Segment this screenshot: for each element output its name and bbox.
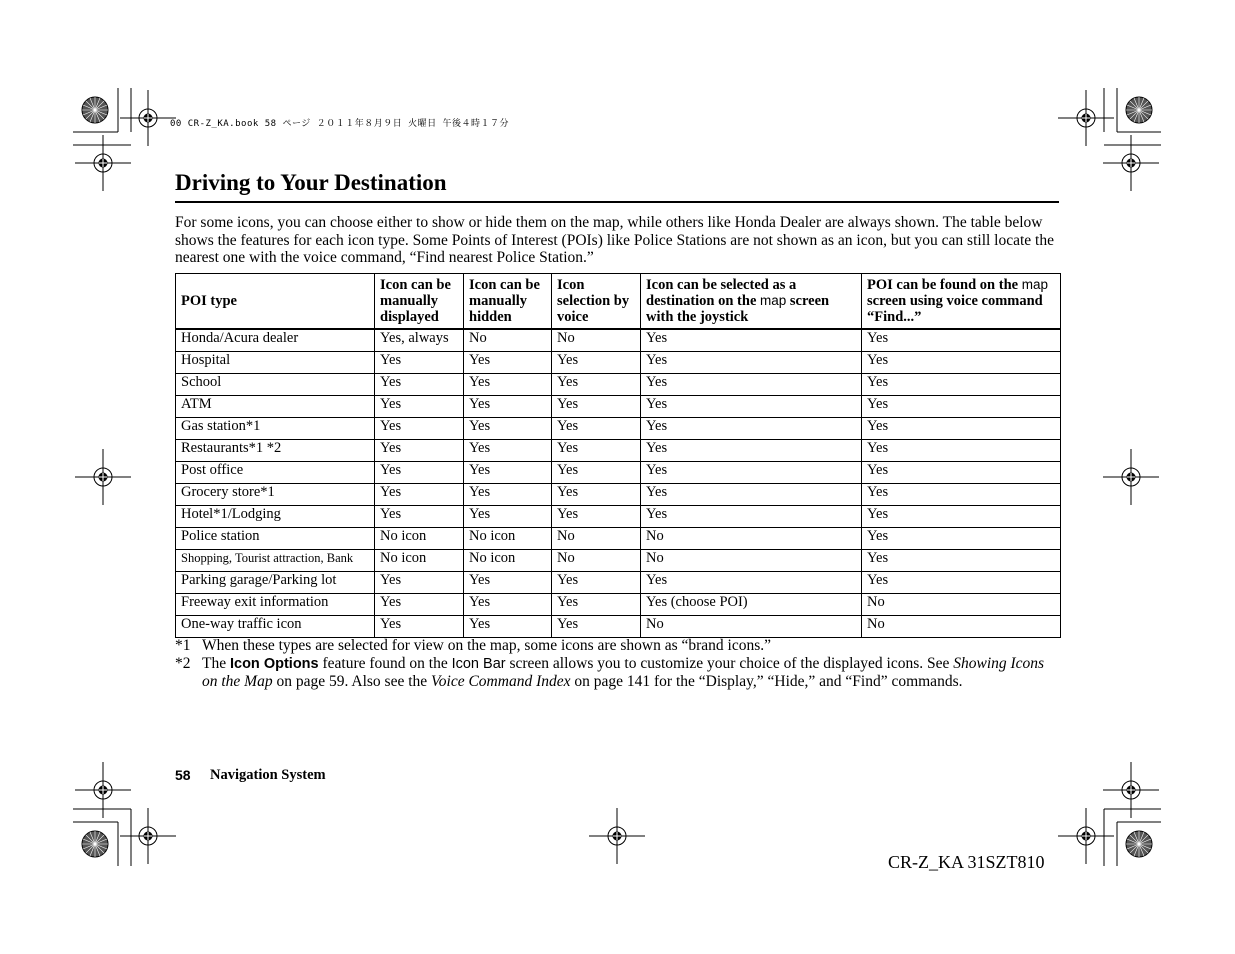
cell-displayed: Yes (375, 396, 464, 418)
page-title: Driving to Your Destination (175, 170, 447, 195)
cell-voice: Yes (552, 506, 641, 528)
cell-displayed: Yes (375, 572, 464, 594)
cell-hidden: Yes (464, 462, 552, 484)
cell-find: Yes (862, 484, 1061, 506)
table-row (176, 616, 1061, 638)
icon-bar-term: Icon Bar (451, 655, 506, 672)
cell-voice: No (552, 329, 641, 352)
cell-voice: Yes (552, 440, 641, 462)
footnote-marker: *1 (175, 637, 191, 654)
cell-type: One-way traffic icon (176, 616, 375, 638)
table-row (176, 418, 1061, 440)
cell-hidden: No (464, 329, 552, 352)
table-row (176, 462, 1061, 484)
table-row (176, 484, 1061, 506)
cell-displayed: Yes, always (375, 329, 464, 352)
cell-voice: Yes (552, 484, 641, 506)
cell-type: Honda/Acura dealer (176, 329, 375, 352)
cell-displayed: Yes (375, 418, 464, 440)
cell-dest: Yes (641, 329, 862, 352)
table-header-row (176, 274, 1061, 330)
cell-find: Yes (862, 352, 1061, 374)
cell-voice: Yes (552, 572, 641, 594)
col-header-find: POI can be found on the map screen using voice command “Find...” (862, 274, 1061, 330)
cell-type: Freeway exit information (176, 594, 375, 616)
icon-options-term: Icon Options (229, 655, 319, 672)
table-row (176, 550, 1061, 572)
cell-hidden: Yes (464, 484, 552, 506)
cell-dest: Yes (641, 462, 862, 484)
cell-dest: Yes (choose POI) (641, 594, 862, 616)
cell-type: ATM (176, 396, 375, 418)
cell-dest: Yes (641, 396, 862, 418)
footnote-1: *1 When these types are selected for view on the map, some icons are shown as “brand icons.” (175, 637, 771, 654)
cell-dest: Yes (641, 374, 862, 396)
cell-find: Yes (862, 440, 1061, 462)
cell-find: No (862, 594, 1061, 616)
cell-find: Yes (862, 418, 1061, 440)
cell-dest: Yes (641, 484, 862, 506)
cell-hidden: Yes (464, 594, 552, 616)
cell-displayed: Yes (375, 352, 464, 374)
cell-displayed: Yes (375, 440, 464, 462)
footnote-marker: *2 (175, 654, 191, 672)
cell-find: No (862, 616, 1061, 638)
cell-hidden: Yes (464, 572, 552, 594)
cell-find: Yes (862, 462, 1061, 484)
cell-find: Yes (862, 528, 1061, 550)
page-number: 58 (175, 767, 191, 783)
cell-hidden: Yes (464, 374, 552, 396)
cell-voice: Yes (552, 418, 641, 440)
cell-dest: No (641, 528, 862, 550)
cell-displayed: Yes (375, 594, 464, 616)
showing-icons-reference: Showing Icons on the Map (202, 654, 1045, 690)
cell-displayed: Yes (375, 484, 464, 506)
table-row (176, 396, 1061, 418)
cell-find: Yes (862, 396, 1061, 418)
cell-find: Yes (862, 374, 1061, 396)
cell-type: Hotel*1/Lodging (176, 506, 375, 528)
table-row (176, 506, 1061, 528)
cell-voice: Yes (552, 396, 641, 418)
col-header-voice: Icon selection by voice (552, 274, 641, 330)
document-code: CR-Z_KA 31SZT810 (888, 852, 1045, 872)
table-row (176, 528, 1061, 550)
cell-voice: Yes (552, 462, 641, 484)
cell-type: Parking garage/Parking lot (176, 572, 375, 594)
voice-command-index-reference: Voice Command Index (431, 673, 571, 690)
cell-hidden: Yes (464, 396, 552, 418)
cell-dest: Yes (641, 418, 862, 440)
cell-voice: Yes (552, 594, 641, 616)
col-header-poi-type: POI type (176, 274, 375, 330)
cell-type: Hospital (176, 352, 375, 374)
footnote-2: *2 The Icon Options feature found on the Icon Bar screen allows you to customize your choice of the displayed icons. See Showing Icons on the Map on page 59. Also see the Voice Command Index on page 141 for the “Display,” “Hide,” and “Find” commands. (175, 654, 1045, 690)
cell-type: Police station (176, 528, 375, 550)
table-row (176, 594, 1061, 616)
cell-dest: Yes (641, 572, 862, 594)
cell-voice: Yes (552, 352, 641, 374)
cell-displayed: Yes (375, 616, 464, 638)
cell-dest: No (641, 616, 862, 638)
cell-type: Gas station*1 (176, 418, 375, 440)
cell-find: Yes (862, 572, 1061, 594)
cell-voice: Yes (552, 616, 641, 638)
section-name: Navigation System (210, 767, 326, 783)
cell-dest: Yes (641, 352, 862, 374)
cell-hidden: No icon (464, 550, 552, 572)
title-divider (175, 201, 1059, 203)
cell-hidden: Yes (464, 616, 552, 638)
cell-type: Grocery store*1 (176, 484, 375, 506)
print-job-header: 00 CR-Z_KA.book 58 ページ ２０１１年８月９日 火曜日 午後４時１７分 (170, 119, 510, 129)
footnotes (175, 637, 1059, 691)
cell-dest: Yes (641, 440, 862, 462)
cell-displayed: No icon (375, 528, 464, 550)
cell-hidden: Yes (464, 418, 552, 440)
intro-paragraph: For some icons, you can choose either to show or hide them on the map, while others like Honda Dealer are always shown. The table below shows the features for each icon type. Some Points of Interest (POIs) like Police Stations are not shown as an icon, but you can still locate the nearest one with the voice command, “Find nearest Police Station.” (175, 214, 1054, 266)
cell-dest: Yes (641, 506, 862, 528)
cell-find: Yes (862, 550, 1061, 572)
cell-dest: No (641, 550, 862, 572)
cell-type: Restaurants*1 *2 (176, 440, 375, 462)
cell-voice: No (552, 550, 641, 572)
col-header-destination: Icon can be selected as a destination on the map screen with the joystick (641, 274, 862, 330)
cell-voice: No (552, 528, 641, 550)
cell-displayed: No icon (375, 550, 464, 572)
cell-hidden: Yes (464, 440, 552, 462)
cell-displayed: Yes (375, 374, 464, 396)
cell-hidden: Yes (464, 506, 552, 528)
cell-voice: Yes (552, 374, 641, 396)
cell-displayed: Yes (375, 462, 464, 484)
cell-type: Post office (176, 462, 375, 484)
cell-find: Yes (862, 329, 1061, 352)
table-row (176, 374, 1061, 396)
cell-displayed: Yes (375, 506, 464, 528)
poi-feature-table (175, 273, 1061, 638)
col-header-displayed: Icon can be manually displayed (375, 274, 464, 330)
col-header-hidden: Icon can be manually hidden (464, 274, 552, 330)
cell-type: School (176, 374, 375, 396)
table-row (176, 352, 1061, 374)
table-row (176, 572, 1061, 594)
cell-find: Yes (862, 506, 1061, 528)
cell-hidden: No icon (464, 528, 552, 550)
cell-type: Shopping, Tourist attraction, Bank (176, 550, 375, 572)
table-row (176, 329, 1061, 352)
table-row (176, 440, 1061, 462)
cell-hidden: Yes (464, 352, 552, 374)
